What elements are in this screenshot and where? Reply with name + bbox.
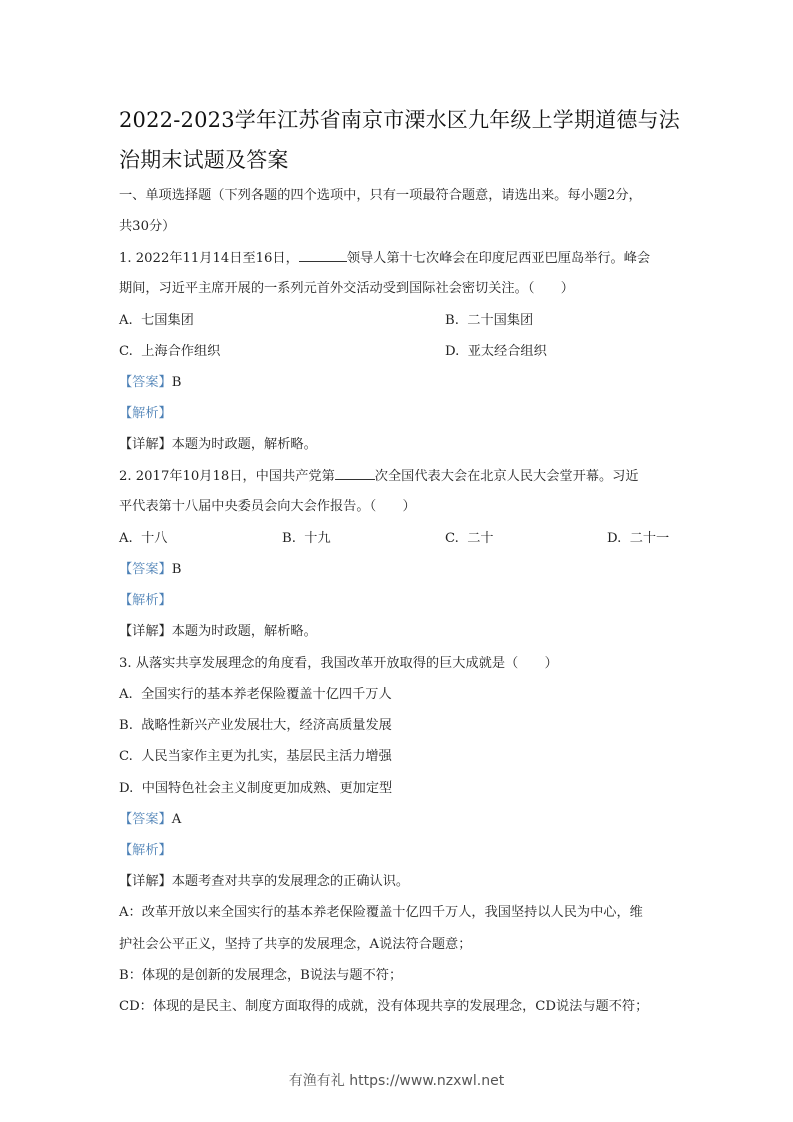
section-heading-cont: 共30分） — [119, 219, 176, 234]
question-3-option-c: C. 人民当家作主更为扎实，基层民主活力增强 — [119, 749, 392, 764]
question-1-option-b: B. 二十国集团 — [445, 313, 534, 328]
question-2-stem-cont: 平代表第十八届中央委员会向大会作报告。（ ） — [119, 499, 416, 514]
question-1-stem-cont: 期间，习近平主席开展的一系列元首外交活动受到国际社会密切关注。（ ） — [119, 281, 574, 296]
question-1-detail: 【详解】本题为时政题，解析略。 — [119, 437, 317, 452]
question-1-option-a: A. 七国集团 — [119, 313, 194, 328]
question-1-answer: 【答案】B — [119, 375, 182, 390]
document-title: 2022-2023学年江苏省南京市溧水区九年级上学期道德与法 治期末试题及答案 — [119, 108, 680, 172]
question-3-analysis-tag: 【解析】 — [119, 843, 172, 858]
question-3-explanation-a-cont: 护社会公平正义，坚持了共享的发展理念，A说法符合题意； — [119, 937, 472, 952]
question-3-explanation-b: B：体现的是创新的发展理念，B说法与题不符； — [119, 968, 403, 983]
question-3-detail: 【详解】本题考查对共享的发展理念的正确认识。 — [119, 874, 410, 889]
question-1-analysis-tag: 【解析】 — [119, 406, 172, 421]
question-3-stem: 3. 从落实共享发展理念的角度看，我国改革开放取得的巨大成就是（ ） — [119, 656, 558, 671]
question-2-option-a: A. 十八 — [119, 531, 168, 546]
question-2-option-b: B. 十九 — [282, 531, 331, 546]
question-3-explanation-a: A：改革开放以来全国实行的基本养老保险覆盖十亿四千万人，我国坚持以人民为中心，维 — [119, 905, 643, 920]
question-3-option-b: B. 战略性新兴产业发展壮大，经济高质量发展 — [119, 718, 392, 733]
question-1-option-d: D. 亚太经合组织 — [445, 344, 547, 359]
question-3-option-a: A. 全国实行的基本养老保险覆盖十亿四千万人 — [119, 687, 392, 702]
fill-blank — [299, 249, 347, 262]
question-1-option-c: C. 上海合作组织 — [119, 344, 221, 359]
question-2-stem: 2. 2017年10月18日，中国共产党第 次全国代表大会在北京人民大会堂开幕。习近 — [119, 469, 639, 484]
section-heading: 一、单项选择题（下列各题的四个选项中，只有一项最符合题意，请选出来。每小题2分， — [119, 188, 642, 203]
question-1-stem: 1. 2022年11月14日至16日， 领导人第十七次峰会在印度尼西亚巴厘岛举行。峰会 — [119, 251, 651, 266]
question-2-analysis-tag: 【解析】 — [119, 593, 172, 608]
question-2-answer: 【答案】B — [119, 562, 182, 577]
fill-blank — [335, 467, 375, 480]
question-3-option-d: D. 中国特色社会主义制度更加成熟、更加定型 — [119, 781, 393, 796]
question-3-explanation-cd: CD：体现的是民主、制度方面取得的成就，没有体现共享的发展理念，CD说法与题不符； — [119, 999, 649, 1014]
question-2-detail: 【详解】本题为时政题，解析略。 — [119, 624, 317, 639]
question-3-answer: 【答案】A — [119, 812, 182, 827]
watermark-footer: 有渔有礼 https://www.nzxwl.net — [288, 1073, 505, 1089]
question-2-option-c: C. 二十 — [445, 531, 494, 546]
question-2-option-d: D. 二十一 — [607, 531, 670, 546]
